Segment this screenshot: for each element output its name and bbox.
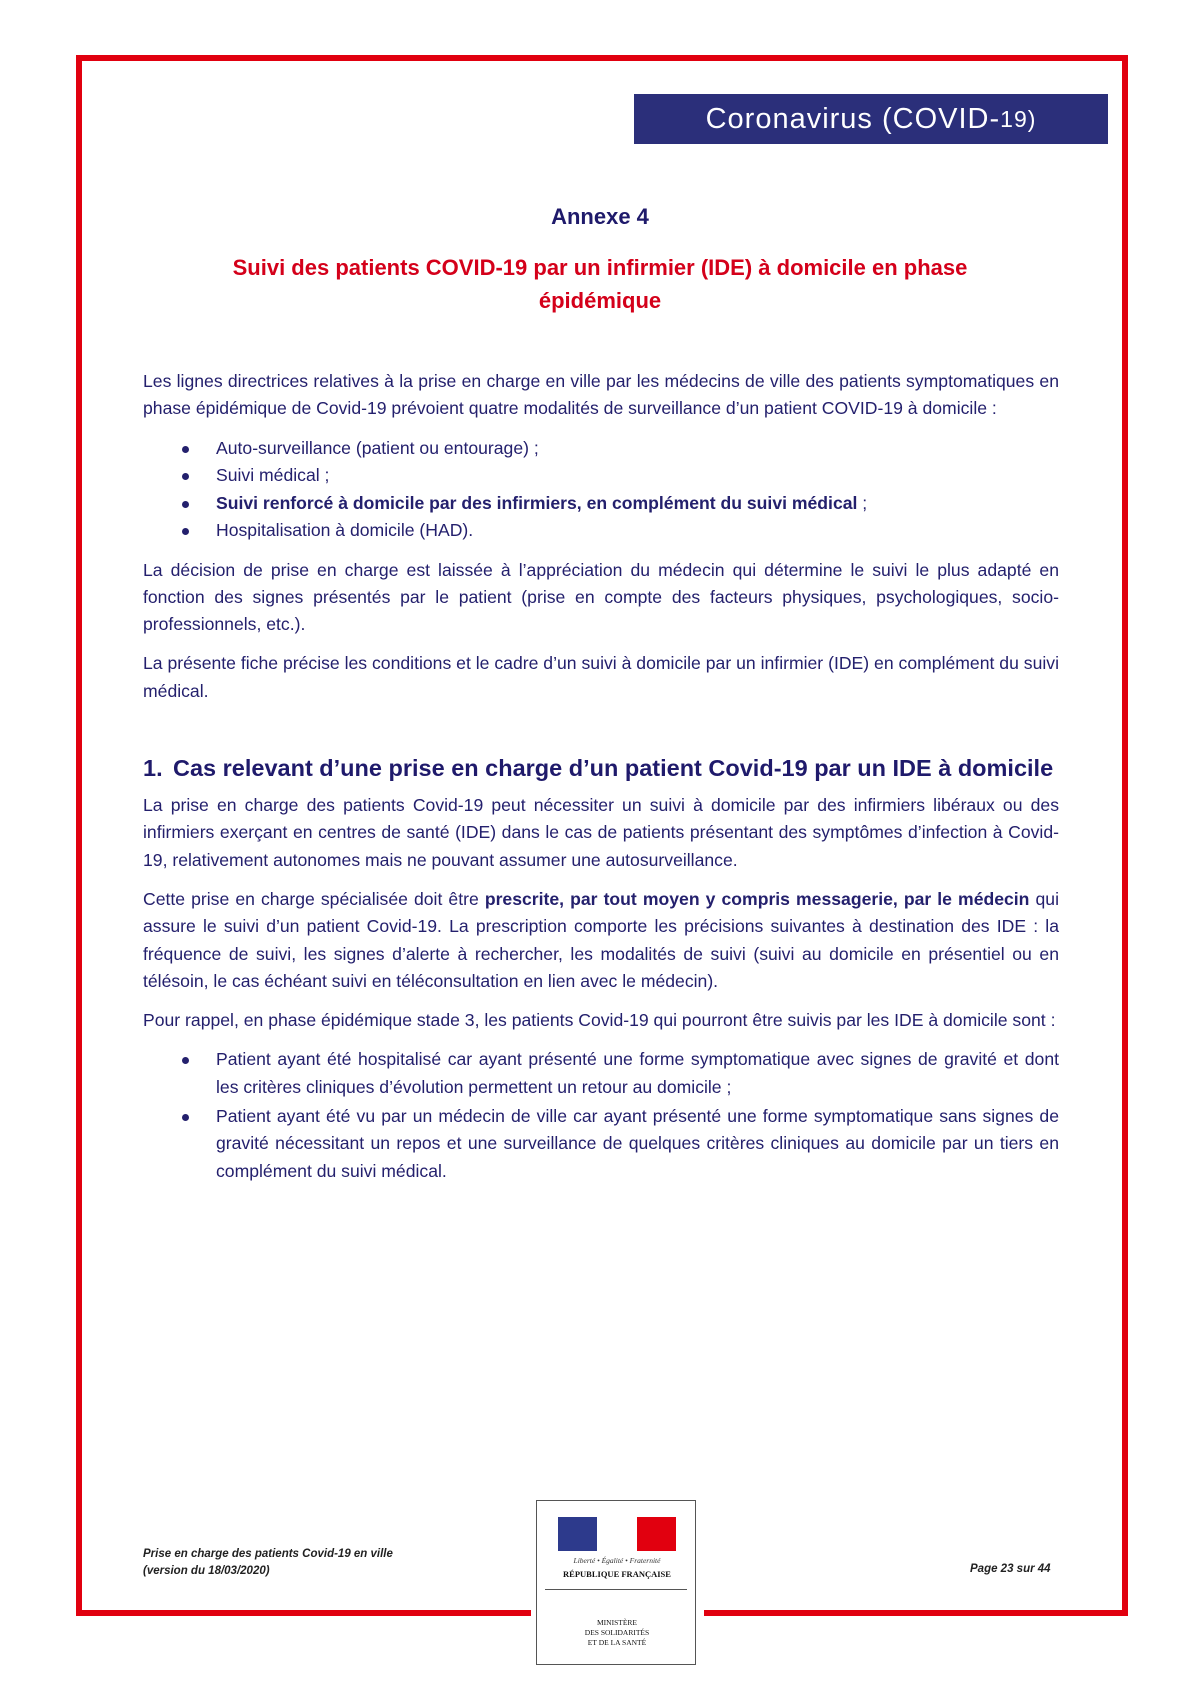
logo-divider — [545, 1589, 687, 1590]
footer-version: (version du 18/03/2020) — [143, 1565, 270, 1577]
footer-page-number: Page 23 sur 44 — [970, 1563, 1051, 1575]
header-banner — [634, 94, 1108, 144]
list-item: Auto-surveillance (patient ou entourage) ; — [143, 435, 1059, 463]
intro-bullet-list — [143, 435, 1059, 545]
list-item: Hospitalisation à domicile (HAD). — [143, 517, 1059, 545]
bullet-icon — [182, 1057, 189, 1064]
list-item: Patient ayant été vu par un médecin de ville car ayant présenté une forme symptomatique sans signes de gravité nécessitant un repos et une surveillance de quelques critères cliniques au domicile par un tiers en complément du suivi médical. — [143, 1103, 1059, 1185]
intro-paragraph-3: La présente fiche précise les conditions et le cadre d’un suivi à domicile par un infirmier (IDE) en complément du suivi médical. — [143, 653, 1059, 701]
bullet-icon — [182, 473, 189, 480]
section-1-paragraph-3: Pour rappel, en phase épidémique stade 3, les patients Covid-19 qui pourront être suivis par les IDE à domicile sont : — [143, 1010, 1056, 1031]
annex-subtitle: Suivi des patients COVID-19 par un infirmier (IDE) à domicile en phase épidémique — [232, 255, 968, 313]
section-number: 1. — [143, 755, 163, 782]
frame-bottom-left — [76, 1610, 531, 1616]
ministry-logo — [536, 1500, 696, 1665]
banner-number: 19) — [1000, 105, 1037, 132]
logo-ministry: MINISTÈRE DES SOLIDARITÉS ET DE LA SANTÉ — [584, 1618, 650, 1647]
section-1-bullet-list — [143, 1046, 1059, 1184]
logo-motto: Liberté • Égalité • Fraternité — [573, 1556, 661, 1565]
bullet-icon — [182, 1114, 189, 1121]
footer-document-info — [143, 1546, 393, 1580]
list-item: Suivi médical ; — [143, 462, 1059, 490]
bullet-icon — [182, 528, 189, 535]
section-1-paragraph-2: Cette prise en charge spécialisée doit être prescrite, par tout moyen y compris messagerie, par le médecin qui assure le suivi d’un patient Covid-19. La prescription comporte les précisions suivantes à destination des IDE : la fréquence de suivi, les signes d’alerte à rechercher, les modalités de suivi (suivi au domicile en présentiel ou en télésoin, le cas échéant suivi en téléconsultation en lien avec le médecin). — [143, 888, 1059, 991]
intro-paragraph-2: La décision de prise en charge est laissée à l’appréciation du médecin qui détermine le suivi le plus adapté en fonction des signes présentés par le patient (prise en compte des facteurs physiques, psychologiques, socio-professionnels, etc.). — [143, 559, 1059, 635]
section-1-paragraph-1: La prise en charge des patients Covid-19 peut nécessiter un suivi à domicile par des infirmiers libéraux ou des infirmiers exerçant en centres de santé (IDE) dans le cas de patients présentant des symptômes d’infection à Covid-19, relativement autonomes mais ne pouvant assumer une autosurveillance. — [143, 795, 1059, 870]
frame-bottom-right — [704, 1610, 1128, 1616]
section-1-heading: 1. Cas relevant d’une prise en charge d’un patient Covid-19 par un IDE à domicile — [143, 751, 1059, 786]
marianne-flag-icon — [558, 1517, 676, 1551]
footer-doc-title: Prise en charge des patients Covid-19 en ville — [143, 1548, 393, 1560]
bullet-icon — [182, 501, 189, 508]
banner-text: Coronavirus (COVID- — [705, 102, 1001, 135]
list-item: Suivi renforcé à domicile par des infirmiers, en complément du suivi médical ; — [143, 490, 1059, 518]
list-item: Patient ayant été hospitalisé car ayant présenté une forme symptomatique avec signes de gravité et dont les critères cliniques d’évolution permettent un retour au domicile ; — [143, 1046, 1059, 1101]
annex-title: Annexe 4 — [551, 204, 649, 229]
document-body — [143, 368, 1059, 1197]
bullet-icon — [182, 446, 189, 453]
logo-republic: RÉPUBLIQUE FRANÇAISE — [563, 1569, 671, 1579]
intro-paragraph-1: Les lignes directrices relatives à la prise en charge en ville par les médecins de ville des patients symptomatiques en phase épidémique de Covid-19 prévoient quatre modalités de surveillance d’un patient COVID-19 à domicile : — [143, 371, 1059, 419]
